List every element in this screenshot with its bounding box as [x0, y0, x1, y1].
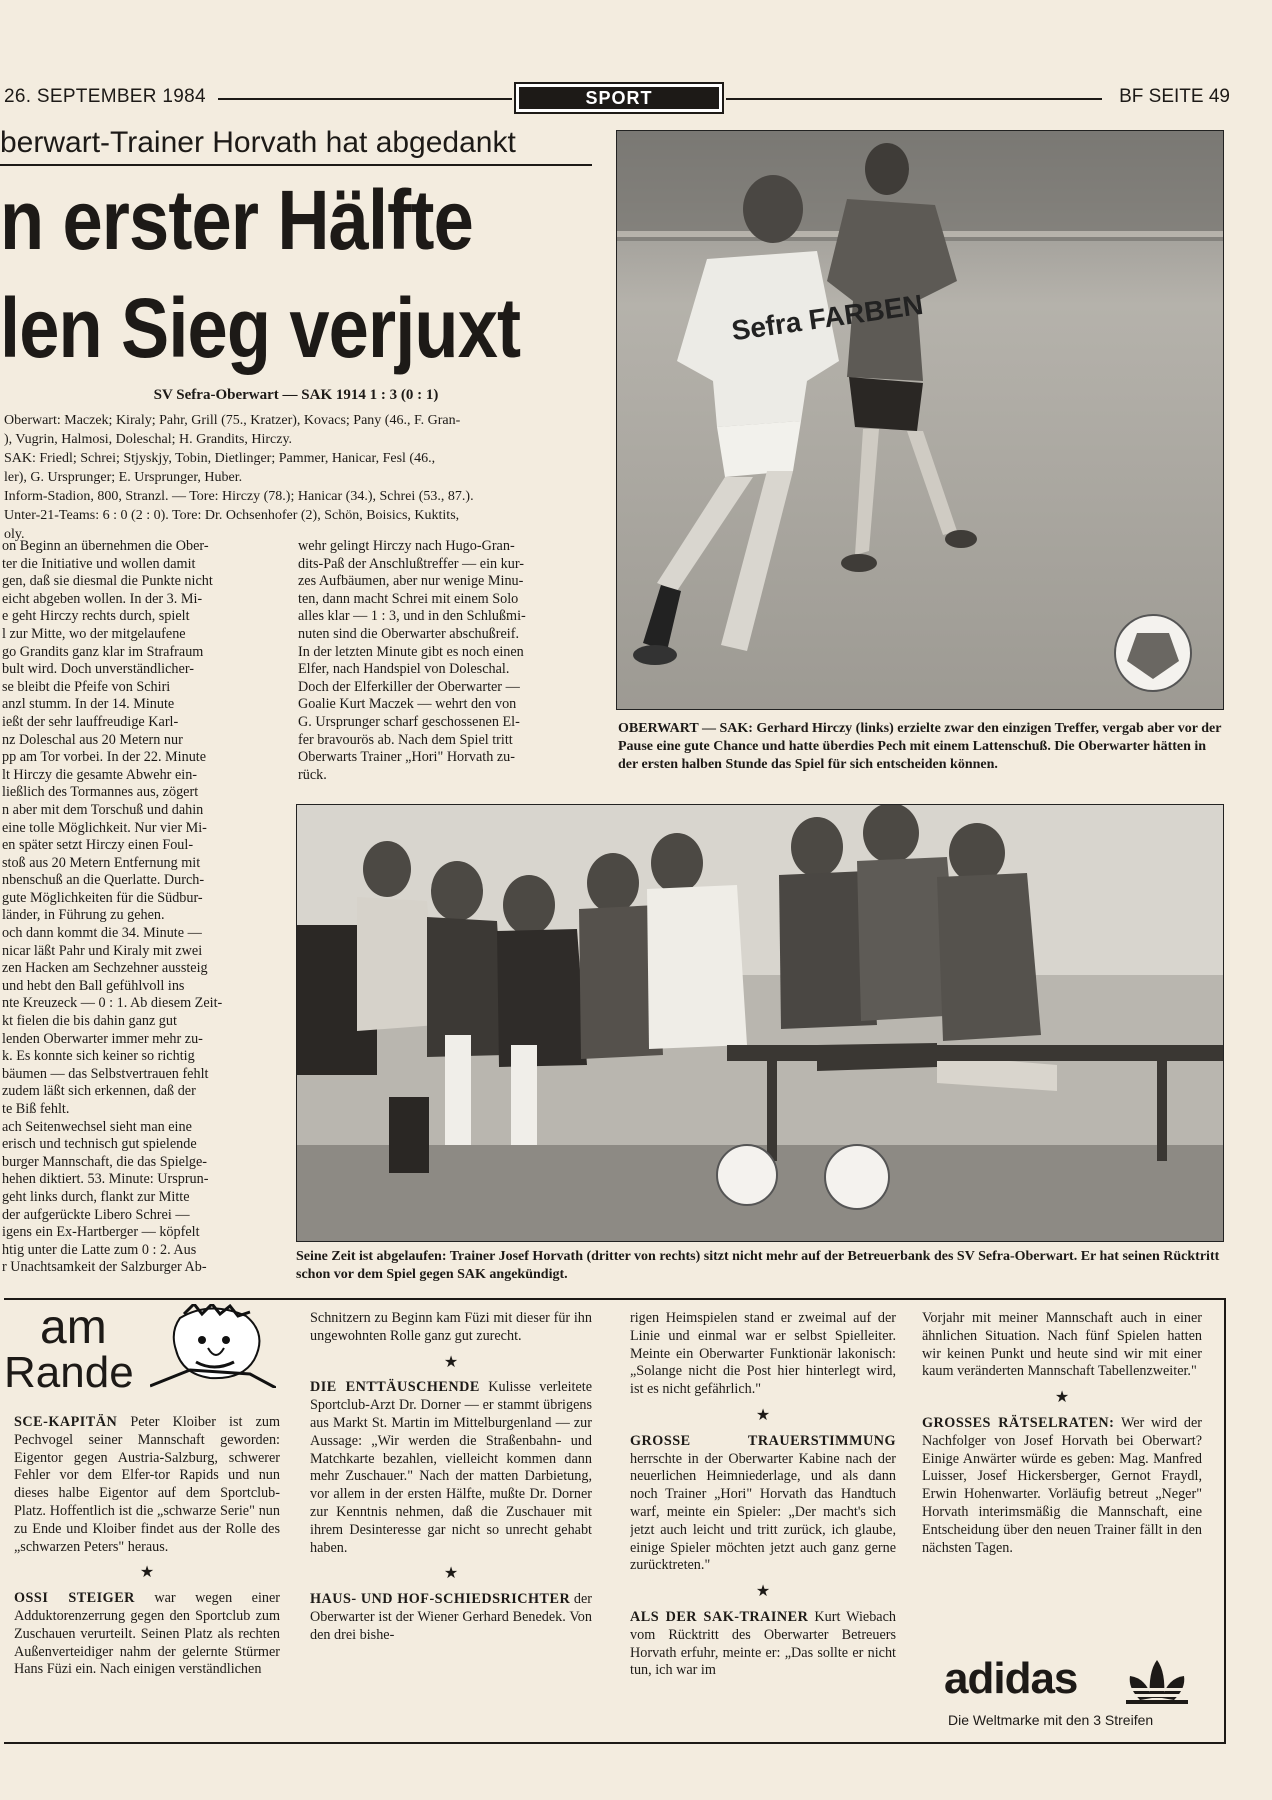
- masthead-rule-right: [726, 98, 1102, 100]
- match-action-photo-svg: [617, 131, 1223, 709]
- section-label-text: SPORT: [519, 87, 719, 109]
- rande-text: der Oberwarter ist der Wiener Gerhard Benedek. Von den drei bishe-: [310, 1591, 592, 1643]
- rande-paragraph: Schnitzern zu Beginn kam Füzi mit dieser für ihn ungewohnten Rolle ganz gut zurecht.: [310, 1310, 592, 1344]
- rande-text: Peter Kloiber ist zum Pechvogel seiner Mannschaft geworden: Eigentor gegen Austria-Salzburg, schwerer Fehler vor dem Elfer-tor Rapids und nun dieses halbe Eigentor auf dem Sportclub-Platz. Hoffentlich ist die „schwarze Serie" nun zu Ende und Kloiber findet aus der Rolle des „schwarzen Peters" heraus.: [14, 1414, 280, 1555]
- article-line: nuten sind die Oberwarter abschußreif.: [298, 625, 520, 642]
- match-result-title: SV Sefra-Oberwart — SAK 1914 1 : 3 (0 : 1): [153, 387, 439, 403]
- adidas-slogan: Die Weltmarke mit den 3 Streifen: [948, 1712, 1154, 1728]
- article-line: ten, dann macht Schrei mit einem Solo: [298, 590, 519, 607]
- article-line: en später setzt Hirczy einen Foul-: [2, 837, 194, 854]
- article-line: htig unter die Latte zum 0 : 2. Aus: [2, 1241, 197, 1258]
- am-rande-column-4: [922, 1310, 1202, 1640]
- am-rande-column-1: [14, 1414, 280, 1734]
- article-line: dits-Paß der Anschlußtreffer — ein kur-: [298, 555, 525, 572]
- article-line: lt Hirczy die gesamte Abwehr ein-: [2, 766, 198, 783]
- rande-lead: GROSSES RÄTSELRATEN:: [922, 1414, 1115, 1431]
- article-line: nz Doleschal aus 20 Metern nur: [2, 731, 183, 748]
- photo-caption-2: Seine Zeit ist abgelaufen: Trainer Josef Horvath (dritter von rechts) sitzt nicht mehr auf der Betreuerbank des SV Sefra-Oberwart. Er hat seinen Rücktritt schon vor dem Spiel gegen SAK angekündigt.: [296, 1249, 1220, 1282]
- article-line: anzl stumm. In der 14. Minute: [2, 696, 175, 713]
- article-line: burger Mannschaft, die das Spielge-: [2, 1153, 208, 1170]
- am-rande-column-2: [310, 1310, 592, 1736]
- article-line: go Grandits ganz klar im Strafraum: [2, 643, 204, 660]
- article-line: bult wird. Doch unverständlicher-: [2, 661, 194, 678]
- article-line: se bleibt die Pfeife von Schiri: [2, 678, 171, 695]
- rande-text: Wer wird der Nachfolger von Josef Horvath bei Oberwart? Einige Anwärter würde es geben: Mag. Manfred Luisser, Josef Hickersberger, Gernot Fraydl, Erwin Hohenwarter. Vorläufig betreut „Neger" Horvath interimsmäßig die Mannschaft, eine Entscheidung über den neuen Trainer fällt in den nächsten Tagen.: [922, 1414, 1202, 1556]
- star-separator: ★: [755, 1406, 771, 1424]
- rande-paragraph: [922, 1415, 1202, 1557]
- article-line: och dann kommt die 34. Minute —: [2, 925, 202, 942]
- article-line: Elfer, nach Handspiel von Doleschal.: [298, 661, 510, 678]
- article-line: hehen diktiert. 53. Minute: Ursprun-: [2, 1171, 209, 1188]
- rande-text: herrschte in der Oberwarter Kabine nach der neuerlichen Heimniederlage, und als dann noch Trainer „Hori" Horvath das Handtuch warf, meinte ein Spieler: „Der macht's sich jetzt auch leicht und tritt zurück, ich glaube, einige Spieler möchten jetzt auch ganz gerne zurücktreten.": [630, 1450, 896, 1574]
- article-line: länder, in Führung zu gehen.: [2, 907, 165, 924]
- article-line: on Beginn an übernehmen die Ober-: [2, 538, 209, 554]
- article-line: lenden Oberwarter immer mehr zu-: [2, 1030, 203, 1047]
- lineup-line: ), Vugrin, Halmosi, Doleschal; H. Grandits, Hirczy.: [4, 432, 293, 447]
- match-action-photo: [616, 130, 1224, 710]
- article-line: zes Aufbäumen, aber nur wenige Minu-: [298, 573, 524, 590]
- rande-lead: OSSI STEIGER: [14, 1590, 135, 1607]
- rande-paragraph: [14, 1414, 280, 1556]
- rande-text: Kulisse verleitete Sportclub-Arzt Dr. Dorner — er stammt übrigens aus Markt St. Martin im Mittelburgenland — zur Aussage: „Wir werden die Straßenbahn- und Matchkarte bezahlen, vielleicht kommen dann mehr Zuschauer." Nach der matten Darbietung, vor allem in der ersten Hälfte, mußte Dr. Dorner zur Kenntnis nehmen, daß die Zuschauer mit ihrem Desinteresse gar nicht so unrecht gehabt haben.: [310, 1379, 592, 1556]
- rande-lead: GROSSE TRAUERSTIMMUNG: [630, 1432, 896, 1449]
- article-line: gen, daß sie diesmal die Punkte nicht: [2, 573, 213, 590]
- article-line: gute Möglichkeiten für die Südbur-: [2, 889, 203, 906]
- article-line: Doch der Elferkiller der Oberwarter —: [298, 678, 520, 695]
- rande-paragraph: [14, 1590, 280, 1679]
- headline-line-1: n erster Hälfte: [0, 173, 473, 267]
- article-column-2: [298, 538, 590, 784]
- article-line: ießt der sehr lauffreudige Karl-: [2, 713, 179, 730]
- article-line: ließlich des Tormannes aus, zögert: [2, 784, 199, 801]
- photo-caption-1: OBERWART — SAK: Gerhard Hirczy (links) erzielte zwar den einzigen Treffer, vergab aber vor der Pause eine gute Chance und hatte überdies Pech mit einem Lattenschuß. Die Oberwarter hätten in der ersten halben Stunde das Spiel für sich entscheiden können.: [618, 721, 1222, 772]
- article-line: zudem läßt sich erkennen, daß der: [2, 1083, 196, 1100]
- rande-lead: ALS DER SAK-TRAINER: [630, 1608, 809, 1625]
- article-line: wehr gelingt Hirczy nach Hugo-Gran-: [298, 538, 515, 554]
- star-separator: ★: [443, 1353, 459, 1371]
- article-line: igens ein Ex-Hartberger — köpfelt: [2, 1224, 200, 1241]
- article-line: geht links durch, flankt zur Mitte: [2, 1188, 190, 1205]
- article-line: eicht abgeben wollen. In der 3. Mi-: [2, 590, 203, 607]
- headline-line-2: len Sieg verjuxt: [0, 281, 521, 375]
- headline-kicker: berwart-Trainer Horvath hat abgedankt: [0, 126, 516, 159]
- rande-lead: DIE ENTTÄUSCHENDE: [310, 1379, 480, 1396]
- article-line: ach Seitenwechsel sieht man eine: [2, 1118, 192, 1135]
- am-rande-logo-rande: Rande: [4, 1348, 134, 1397]
- article-line: Oberwarts Trainer „Hori" Horvath zu-: [298, 749, 515, 766]
- article-column-1: [2, 538, 272, 1284]
- lineup-line: Inform-Stadion, 800, Stranzl. — Tore: Hirczy (78.); Hanicar (34.), Schrei (53., 87.).: [4, 489, 474, 504]
- am-rande-column-3: [630, 1310, 896, 1736]
- kicker-rule: [0, 164, 592, 166]
- page-number: BF SEITE 49: [1119, 86, 1230, 107]
- article-line: bäumen — das Selbstvertrauen fehlt: [2, 1065, 209, 1082]
- article-line: Goalie Kurt Maczek — wehrt den von: [298, 696, 517, 713]
- rande-text: war wegen einer Adduktorenzerrung gegen den Sportclub zum Zuschauen verurteilt. Seinen Platz als rechten Außenverteidiger nahm der gelernte Stürmer Hans Füzi ein. Nach einigen verständlichen: [14, 1590, 280, 1678]
- article-line: rück.: [298, 766, 327, 783]
- rande-paragraph: [630, 1433, 896, 1575]
- lineup-line: Oberwart: Maczek; Kiraly; Pahr, Grill (75., Kratzer), Kovacs; Pany (46., F. Gran-: [4, 413, 461, 428]
- section-label: [514, 82, 724, 114]
- article-line: l zur Mitte, wo der mitgelaufene: [2, 625, 186, 642]
- lineup-line: oly.: [4, 527, 25, 542]
- article-line: te Biß fehlt.: [2, 1101, 70, 1117]
- lineup-line: ler), G. Ursprunger; E. Ursprunger, Huber.: [4, 470, 243, 485]
- article-line: fer bravourös ab. Nach dem Spiel tritt: [298, 731, 513, 748]
- rande-paragraph: Vorjahr mit meiner Mannschaft auch in einer ähnlichen Situation. Nach fünf Spielen hatten wir keinen Punkt und heute sind wir mit einer kaum veränderten Mannschaft Tabellenzweiter.": [922, 1310, 1202, 1380]
- masthead: [0, 82, 1272, 116]
- article-line: stoß aus 20 Metern Entfernung mit: [2, 854, 201, 871]
- star-separator: ★: [1054, 1389, 1070, 1407]
- rande-text: Kurt Wiebach vom Rücktritt des Oberwarter Betreuers Horvath erfuhr, meinte er: „Das sollte er nicht tun, ich war im: [630, 1608, 896, 1679]
- lineup-line: Unter-21-Teams: 6 : 0 (2 : 0). Tore: Dr. Ochsenhofer (2), Schön, Boisics, Kuktits,: [4, 508, 460, 523]
- article-line: ter die Initiative und wollen damit: [2, 555, 196, 572]
- bench-photo-svg: [297, 805, 1223, 1241]
- rande-paragraph: [630, 1609, 896, 1680]
- article-line: nicar läßt Pahr und Kiraly mit zwei: [2, 942, 203, 959]
- article-line: alles klar — 1 : 3, und in den Schlußmi-: [298, 608, 526, 625]
- adidas-trefoil-icon: [1122, 1658, 1192, 1706]
- star-separator: ★: [139, 1564, 155, 1582]
- article-line: der aufgerückte Libero Schrei —: [2, 1206, 190, 1223]
- lineup-line: SAK: Friedl; Schrei; Stjyskjy, Tobin, Dietlinger; Pammer, Hanicar, Fesl (46.,: [4, 451, 436, 466]
- article-line: pp am Tor vorbei. In der 22. Minute: [2, 749, 207, 766]
- rande-paragraph: rigen Heimspielen stand er zweimal auf der Linie und einmal war er selbst Spielleiter. Meinte ein Oberwarter Funktionär lakonisch: „Solange nicht die Post hier hinterlegt wird, ist es nicht gefährlich.": [630, 1310, 896, 1398]
- article-line: r Unachtsamkeit der Salzburger Ab-: [2, 1259, 207, 1276]
- article-line: k. Es konnte sich keiner so richtig: [2, 1048, 195, 1065]
- article-line: In der letzten Minute gibt es noch einen: [298, 643, 524, 660]
- article-line: eine tolle Möglichkeit. Nur vier Mi-: [2, 819, 207, 836]
- star-separator: ★: [755, 1583, 771, 1601]
- cartoon-face-icon: [150, 1304, 276, 1388]
- jersey-sponsor-text: Sefra FARBEN: [729, 288, 925, 347]
- adidas-wordmark: adidas: [944, 1654, 1078, 1703]
- rande-paragraph: [310, 1591, 592, 1644]
- masthead-rule-left: [218, 98, 512, 100]
- match-result-box: [4, 386, 588, 544]
- bench-photo: [296, 804, 1224, 1242]
- issue-date: 26. SEPTEMBER 1984: [4, 86, 206, 107]
- article-line: zen Hacken am Sechzehner aussteig: [2, 960, 208, 977]
- article-line: G. Ursprunger scharf geschossenen El-: [298, 713, 520, 730]
- article-line: kt fielen die bis dahin ganz gut: [2, 1013, 177, 1030]
- star-separator: ★: [443, 1565, 459, 1583]
- rande-lead: HAUS- UND HOF-SCHIEDSRICHTER: [310, 1591, 571, 1608]
- article-line: nbenschuß an die Querlatte. Durch-: [2, 872, 205, 889]
- rande-paragraph: [310, 1379, 592, 1557]
- adidas-ad: [944, 1654, 1204, 1734]
- article-line: und hebt den Ball gefühlvoll ins: [2, 977, 185, 994]
- article-line: erisch und technisch gut spielende: [2, 1136, 197, 1153]
- article-line: nte Kreuzeck — 0 : 1. Ab diesem Zeit-: [2, 995, 223, 1012]
- article-line: n aber mit dem Torschuß und dahin: [2, 801, 204, 818]
- rande-lead: SCE-KAPITÄN: [14, 1414, 118, 1430]
- am-rande-logo-am: am: [40, 1301, 107, 1354]
- article-line: e geht Hirczy rechts durch, spielt: [2, 608, 190, 625]
